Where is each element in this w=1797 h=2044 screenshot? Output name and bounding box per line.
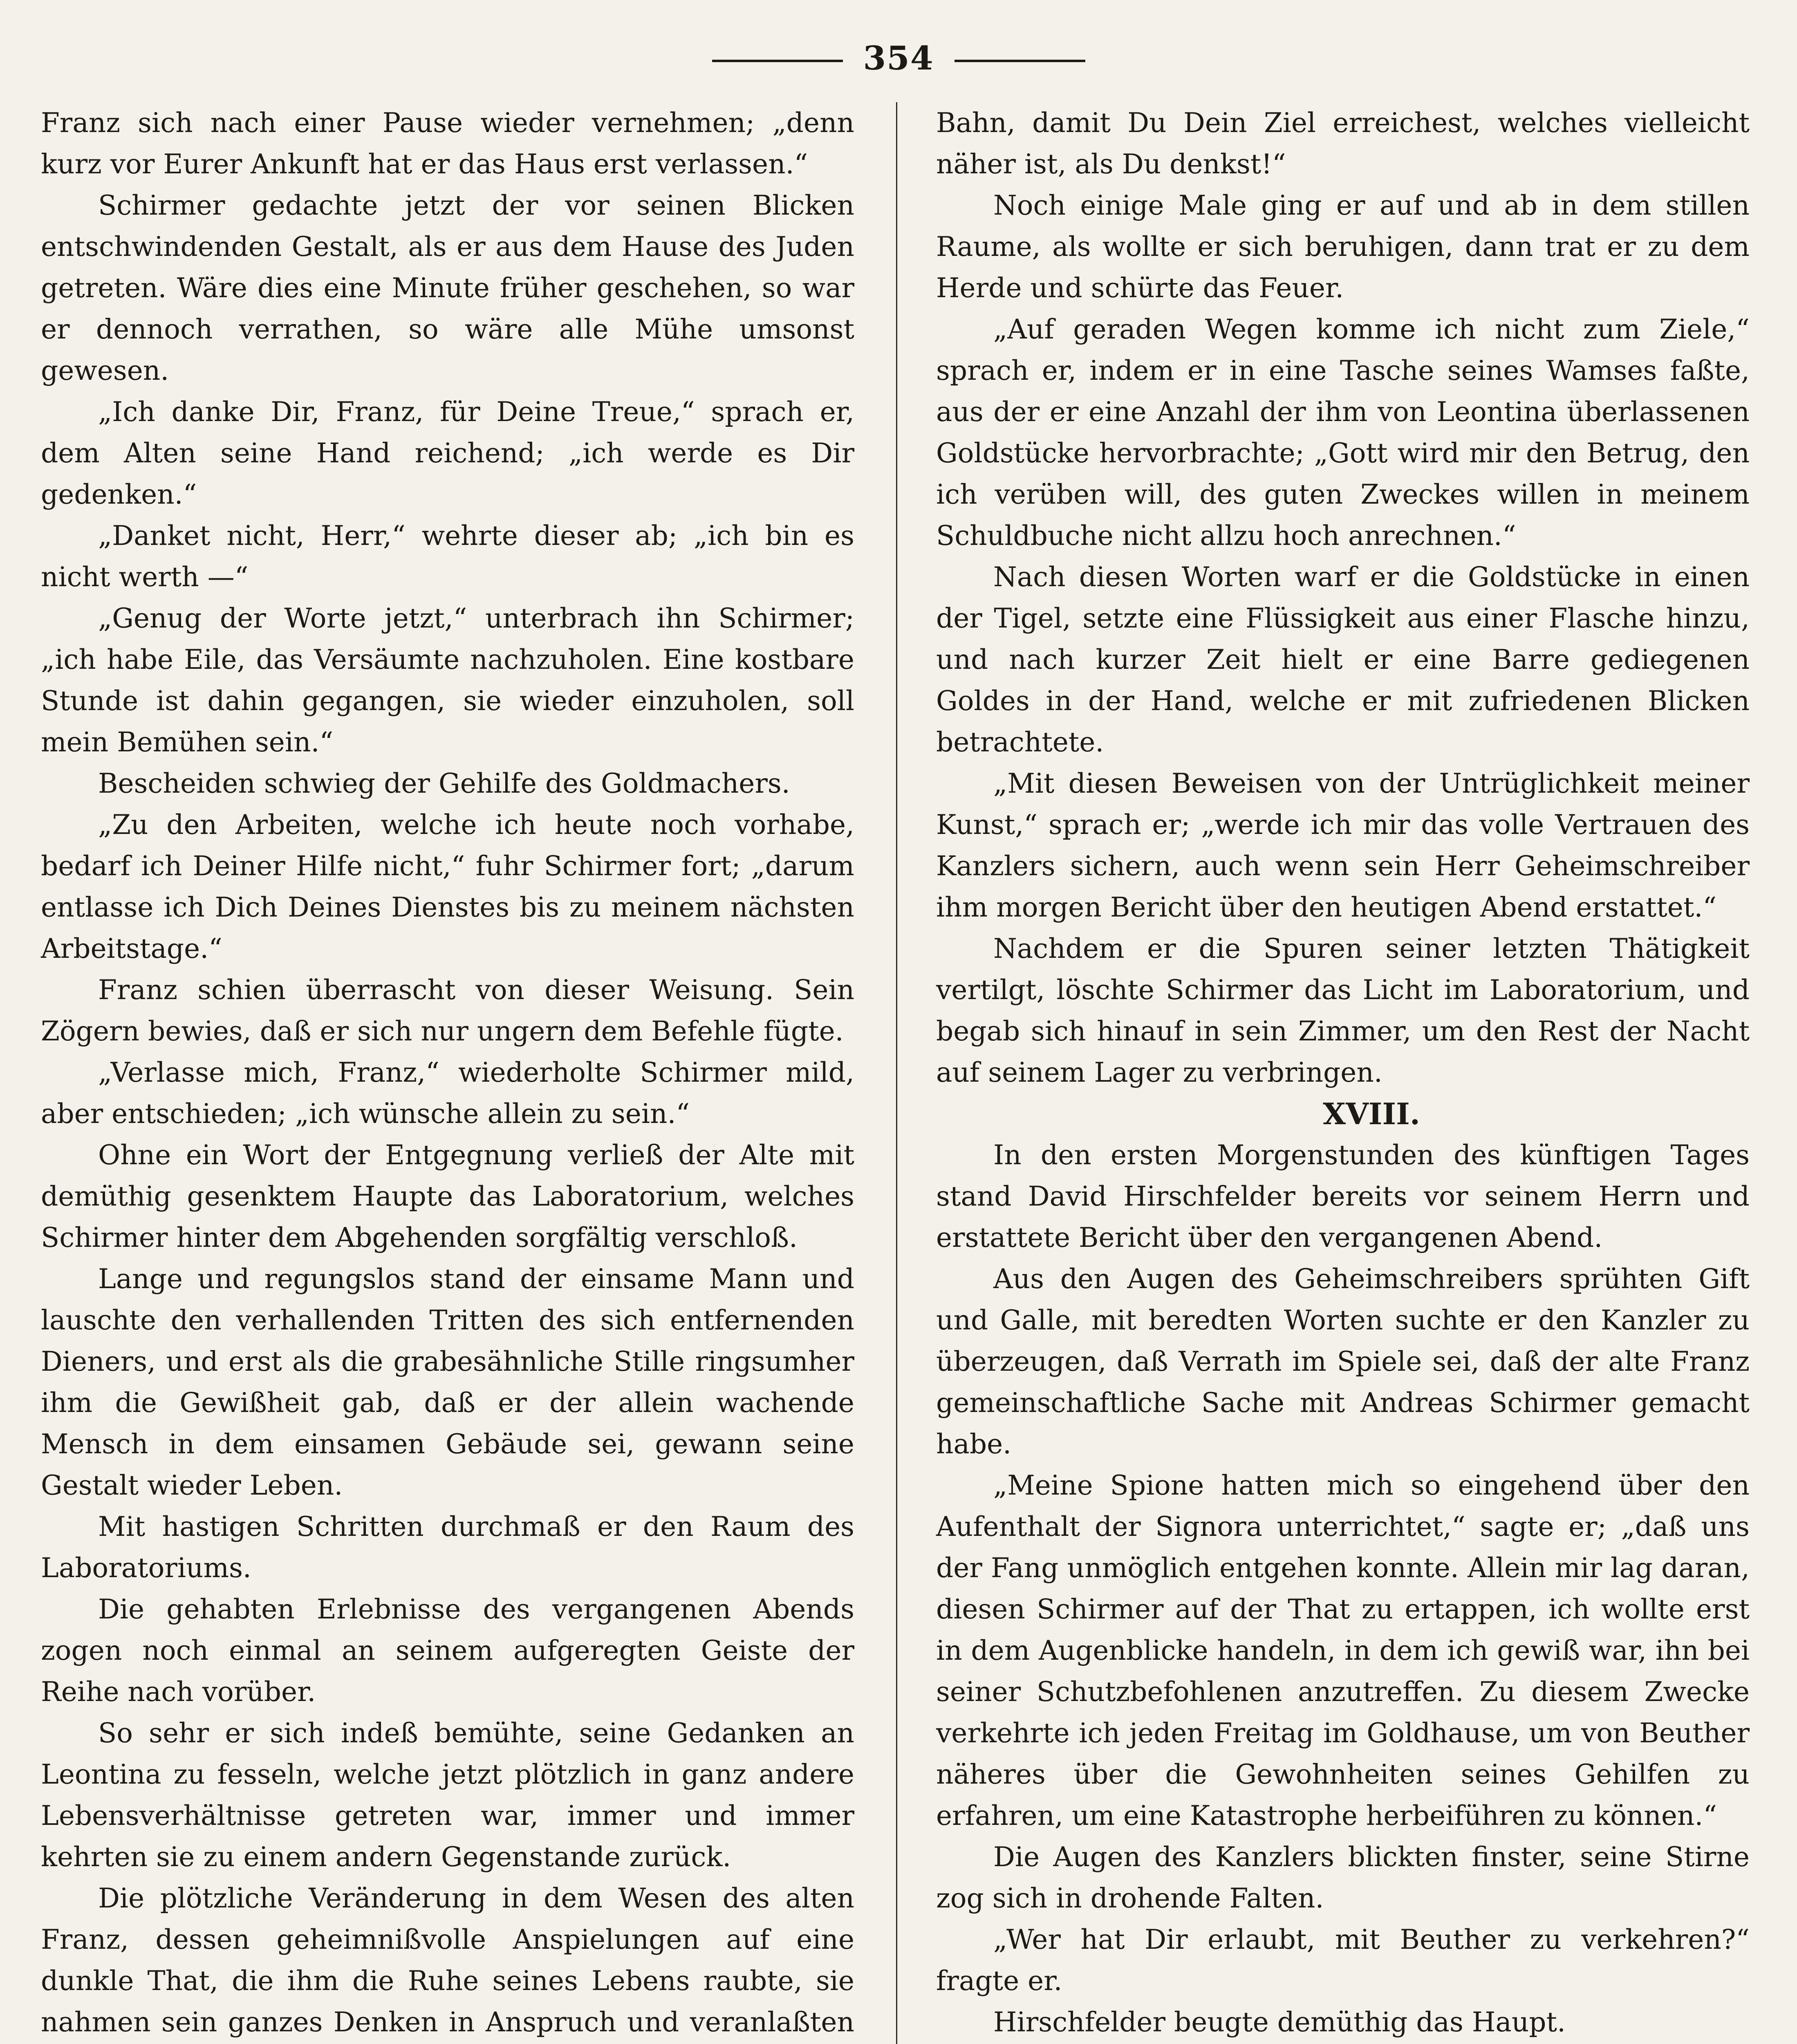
paragraph: Schirmer gedachte jetzt der vor seinen Blicken entschwindenden Gestalt, als er aus dem Hause des Juden getreten. Wäre dies eine Minute früher geschehen, so war er dennoch verrathen, so wäre alle Mühe umsonst gewesen.: [41, 190, 854, 386]
paragraph: Mit hastigen Schritten durchmaß er den Raum des Laboratoriums.: [41, 1511, 854, 1584]
chapter-heading: XVIII.: [1323, 1096, 1420, 1131]
paragraph: Franz schien überrascht von dieser Weisung. Sein Zögern bewies, daß er sich nur ungern dem Befehle fügte.: [41, 974, 854, 1047]
header-rule-right: [955, 60, 1085, 62]
paragraph: Bahn, damit Du Dein Ziel erreichest, welches vielleicht näher ist, als Du denkst!“: [936, 107, 1750, 180]
paragraph: Die gehabten Erlebnisse des vergangenen Abends zogen noch einmal an seinem aufgeregten Geiste der Reihe nach vorüber.: [41, 1594, 854, 1708]
paragraph: „Wer hat Dir erlaubt, mit Beuther zu verkehren?“ fragte er.: [936, 1924, 1750, 1997]
paragraph: Lange und regungslos stand der einsame Mann und lauschte den verhallenden Tritten des sich entfernenden Dieners, und erst als die grabesähnliche Stille ringsumher ihm die Gewißheit gab, daß er der allein wachende Mensch in dem einsamen Gebäude sei, gewann seine Gestalt wieder Leben.: [41, 1263, 854, 1501]
right-column-lower: [936, 1134, 1750, 2044]
page-number: [0, 39, 1797, 77]
paragraph: Franz sich nach einer Pause wieder vernehmen; „denn kurz vor Eurer Ankunft hat er das Haus erst verlassen.“: [41, 107, 854, 180]
paragraph: Die Augen des Kanzlers blickten finster, seine Stirne zog sich in drohende Falten.: [936, 1841, 1750, 1914]
paragraph: Hirschfelder beugte demüthig das Haupt.: [993, 2006, 1566, 2038]
page-number-text: 354: [863, 39, 934, 77]
paragraph: „Zu den Arbeiten, welche ich heute noch vorhabe, bedarf ich Deiner Hilfe nicht,“ fuhr Schirmer fort; „darum entlasse ich Dich Deines Dienstes bis zu meinem nächsten Arbeitstage.“: [41, 809, 854, 964]
paragraph: „Verlasse mich, Franz,“ wiederholte Schirmer mild, aber entschieden; „ich wünsche allein zu sein.“: [41, 1057, 854, 1130]
column-divider: [896, 102, 897, 2044]
header-rule-left: [712, 60, 843, 62]
paragraph: Die plötzliche Veränderung in dem Wesen des alten Franz, dessen geheimnißvolle Anspielungen auf eine dunkle That, die ihm die Ruhe seines Lebens raubte, sie nahmen sein ganzes Denken in Anspruch und veranlaßten: [41, 1883, 854, 2038]
paragraph: In den ersten Morgenstunden des künftigen Tages stand David Hirschfelder bereits vor seinem Herrn und erstattete Bericht über den vergangenen Abend.: [936, 1139, 1750, 1253]
paragraph: „Ich danke Dir, Franz, für Deine Treue,“ sprach er, dem Alten seine Hand reichend; „ich werde es Dir gedenken.“: [41, 396, 854, 510]
paragraph: Noch einige Male ging er auf und ab in dem stillen Raume, als wollte er sich beruhigen, dann trat er zu dem Herde und schürte das Feuer.: [936, 190, 1750, 304]
paragraph: „Genug der Worte jetzt,“ unterbrach ihn Schirmer; „ich habe Eile, das Versäumte nachzuholen. Eine kostbare Stunde ist dahin gegangen, sie wieder einzuholen, soll mein Bemühen sein.“: [41, 603, 854, 758]
paragraph: Aus den Augen des Geheimschreibers sprühten Gift und Galle, mit beredten Worten suchte er den Kanzler zu überzeugen, daß Verrath im Spiele sei, daß der alte Franz gemeinschaftliche Sache mit Andreas Schirmer gemacht habe.: [936, 1263, 1750, 1460]
paragraph: „Danket nicht, Herr,“ wehrte dieser ab; „ich bin es nicht werth —“: [41, 520, 854, 593]
right-column-upper: [936, 102, 1750, 1093]
left-column: [41, 102, 854, 2044]
right-column: [936, 102, 1750, 2044]
paragraph: „Auf geraden Wegen komme ich nicht zum Ziele,“ sprach er, indem er in eine Tasche seines Wamses faßte, aus der er eine Anzahl der ihm von Leontina überlassenen Goldstücke hervorbrachte; „Gott wird mir den Betrug, den ich verüben will, des guten Zweckes willen in meinem Schuldbuche nicht allzu hoch anrechnen.“: [936, 314, 1750, 551]
paragraph: So sehr er sich indeß bemühte, seine Gedanken an Leontina zu fesseln, welche jetzt plötzlich in ganz andere Lebensverhältnisse getreten war, immer und immer kehrten sie zu einem andern Gegenstande zurück.: [41, 1717, 854, 1873]
paragraph: Bescheiden schwieg der Gehilfe des Goldmachers.: [98, 768, 790, 799]
paragraph: Nachdem er die Spuren seiner letzten Thätigkeit vertilgt, löschte Schirmer das Licht im Laboratorium, und begab sich hinauf in sein Zimmer, um den Rest der Nacht auf seinem Lager zu verbringen.: [936, 933, 1750, 1088]
paragraph: „Meine Spione hatten mich so eingehend über den Aufenthalt der Signora unterrichtet,“ sagte er; „daß uns der Fang unmöglich entgehen konnte. Allein mir lag daran, diesen Schirmer auf der That zu ertappen, ich wollte erst in dem Augenblicke handeln, in dem ich gewiß war, ihn bei seiner Schutzbefohlenen anzutreffen. Zu diesem Zwecke verkehrte ich jeden Freitag im Goldhause, um von Beuther näheres über die Gewohnheiten seines Gehilfen zu erfahren, um eine Katastrophe herbeiführen zu können.“: [936, 1470, 1750, 1831]
paragraph: Nach diesen Worten warf er die Goldstücke in einen der Tigel, setzte eine Flüssigkeit aus einer Flasche hinzu, und nach kurzer Zeit hielt er eine Barre gediegenen Goldes in der Hand, welche er mit zufriedenen Blicken betrachtete.: [936, 561, 1750, 758]
paragraph: „Mit diesen Beweisen von der Untrüglichkeit meiner Kunst,“ sprach er; „werde ich mir das volle Vertrauen des Kanzlers sichern, auch wenn sein Herr Geheimschreiber ihm morgen Bericht über den heutigen Abend erstattet.“: [936, 768, 1750, 923]
paragraph: Ohne ein Wort der Entgegnung verließ der Alte mit demüthig gesenktem Haupte das Laboratorium, welches Schirmer hinter dem Abgehenden sorgfältig verschloß.: [41, 1139, 854, 1253]
